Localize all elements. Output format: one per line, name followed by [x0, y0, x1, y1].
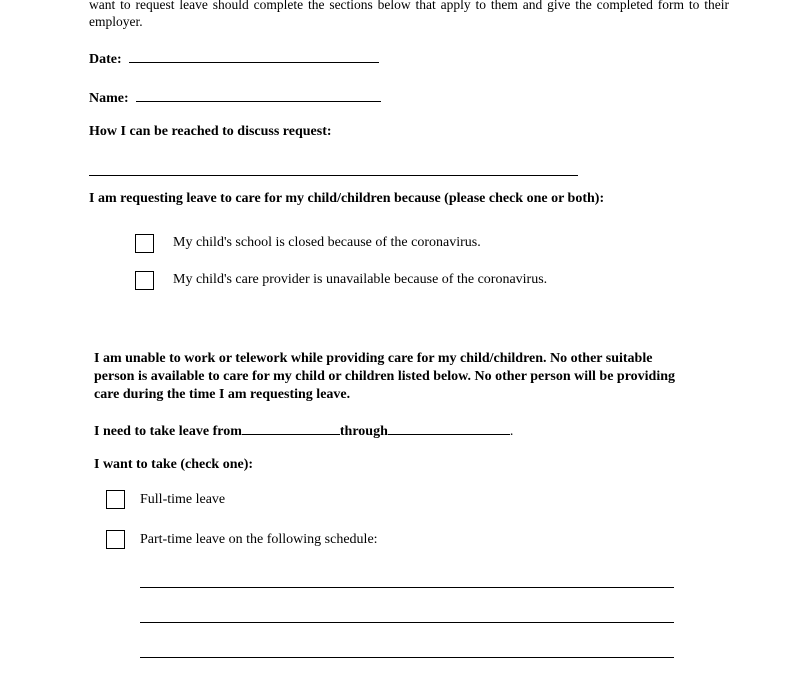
reach-label: How I can be reached to discuss request:: [89, 124, 332, 139]
name-field-row: [89, 89, 381, 107]
leave-dates-prefix: I need to take leave from: [94, 424, 242, 439]
date-field[interactable]: [129, 50, 379, 63]
care-provider-label: My child's care provider is unavailable because of the coronavirus.: [173, 272, 548, 287]
leave-dates-through: through: [339, 424, 388, 439]
leave-type-heading: I want to take (check one):: [94, 457, 254, 472]
leave-dates-row: [94, 422, 513, 440]
care-provider-checkbox[interactable]: [135, 271, 154, 290]
schedule-line-1[interactable]: [140, 587, 674, 588]
full-time-label: Full-time leave: [140, 492, 226, 507]
reach-field[interactable]: [89, 175, 578, 176]
schedule-line-2[interactable]: [140, 622, 674, 623]
leave-through-field[interactable]: [388, 422, 510, 435]
name-label: Name:: [89, 91, 129, 106]
leave-dates-suffix: .: [509, 424, 514, 439]
intro-text: want to request leave should complete the sections below that apply to them and give the completed form to their employer.: [89, 0, 729, 29]
school-closed-checkbox[interactable]: [135, 234, 154, 253]
school-closed-label: My child's school is closed because of the coronavirus.: [173, 235, 481, 250]
childcare-heading: I am requesting leave to care for my child/children because (please check one or both):: [89, 191, 605, 206]
statement-text: I am unable to work or telework while providing care for my child/children. No other suitable person is available to care for my child or children listed below. No other person will be providing care during the time I am requesting leave.: [94, 351, 676, 402]
part-time-label: Part-time leave on the following schedule:: [140, 532, 378, 547]
date-label: Date:: [89, 52, 122, 67]
date-field-row: [89, 50, 379, 68]
leave-from-field[interactable]: [242, 422, 340, 435]
part-time-checkbox[interactable]: [106, 530, 125, 549]
full-time-checkbox[interactable]: [106, 490, 125, 509]
name-field[interactable]: [136, 89, 381, 102]
schedule-line-3[interactable]: [140, 657, 674, 658]
